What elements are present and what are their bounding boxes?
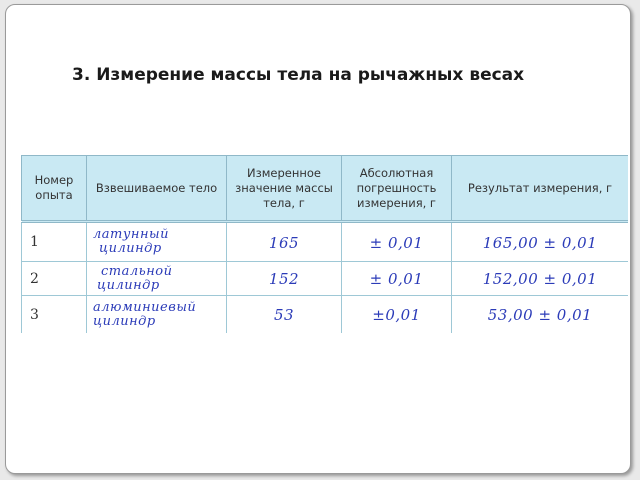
slide xyxy=(5,4,631,474)
body-name-line2: цилиндр xyxy=(99,241,162,256)
cell-mass xyxy=(227,296,342,334)
cell-result xyxy=(452,222,629,262)
table-row xyxy=(22,296,629,334)
header-result: Результат измерения, г xyxy=(452,156,629,222)
body-name-line1: стальной xyxy=(101,263,173,279)
error-value: ± 0,01 xyxy=(369,270,424,288)
slide-title: 3. Измерение массы тела на рычажных весах xyxy=(72,65,525,85)
cell-error xyxy=(342,262,452,296)
cell-result xyxy=(452,296,629,334)
cell-number: 2 xyxy=(22,262,87,296)
body-name-line2: цилиндр xyxy=(97,277,160,293)
table-header-row xyxy=(22,156,629,222)
error-value: ± 0,01 xyxy=(369,233,424,252)
cell-error xyxy=(342,222,452,262)
cell-body xyxy=(87,222,227,262)
cell-number: 1 xyxy=(22,222,87,262)
cell-body xyxy=(87,262,227,296)
mass-value: 53 xyxy=(273,306,295,324)
mass-value: 165 xyxy=(268,233,300,252)
table-row xyxy=(22,262,629,296)
result-value: 152,00 ± 0,01 xyxy=(482,270,598,288)
cell-body xyxy=(87,296,227,334)
cell-error xyxy=(342,296,452,334)
table-row xyxy=(22,222,629,262)
header-experiment-number: Номер опыта xyxy=(22,156,87,222)
result-value: 53,00 ± 0,01 xyxy=(487,306,593,324)
measurement-table-container xyxy=(21,155,628,333)
measurement-table xyxy=(21,155,628,333)
header-weighed-body: Взвешиваемое тело xyxy=(87,156,227,222)
body-name-line2: цилиндр xyxy=(93,313,156,329)
cell-mass xyxy=(227,262,342,296)
body-name-line1: латунный xyxy=(93,227,169,242)
result-value: 165,00 ± 0,01 xyxy=(482,233,598,252)
header-absolute-error: Абсолютная погрешность измерения, г xyxy=(342,156,452,222)
body-name-line1: алюминиевый xyxy=(93,299,197,315)
cell-result xyxy=(452,262,629,296)
cell-mass xyxy=(227,222,342,262)
cell-number: 3 xyxy=(22,296,87,334)
error-value: ±0,01 xyxy=(372,306,421,324)
header-measured-mass: Измеренное значение массы тела, г xyxy=(227,156,342,222)
mass-value: 152 xyxy=(268,270,300,288)
